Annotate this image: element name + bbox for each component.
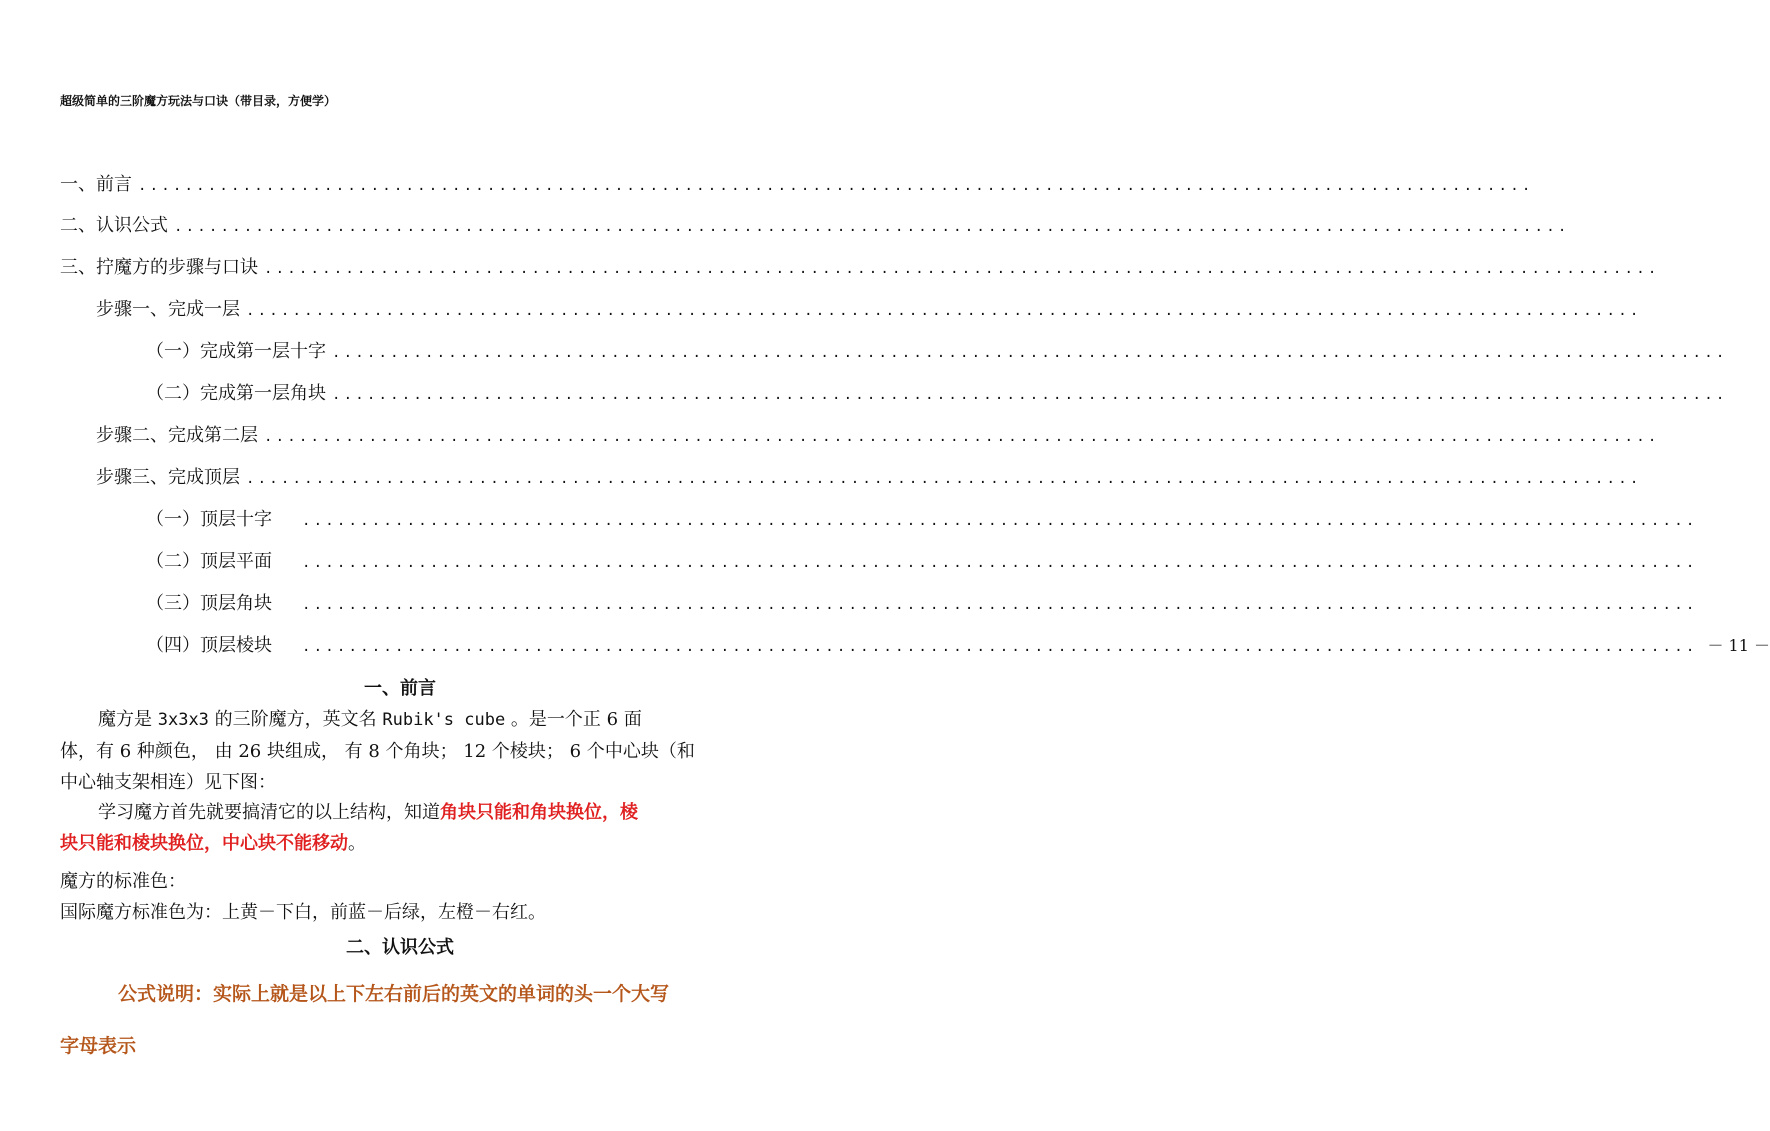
toc-leader-dots: ........................................................................................................................ — [302, 639, 1698, 655]
toc-item[interactable] — [96, 295, 1642, 323]
cube-size-text: 3x3x3 — [157, 710, 209, 730]
structure-paragraph — [60, 797, 750, 859]
toc-item[interactable] — [146, 631, 1770, 659]
toc-item-label: 三、拧魔方的步骤与口诀 — [60, 257, 258, 278]
section-heading-preface: 一、前言 — [364, 678, 436, 699]
standard-color-label: 魔方的标准色： — [60, 871, 186, 892]
toc-leader-dots: ........................................................................................................................ — [174, 219, 1570, 235]
toc-leader-dots: ........................................................................................................................ — [138, 178, 1534, 194]
formula-note-line-2: 字母表示 — [60, 1035, 137, 1057]
toc-item[interactable] — [60, 170, 1534, 198]
preface-text: 魔方是 — [98, 709, 158, 730]
toc-item[interactable] — [146, 379, 1728, 407]
preface-paragraph — [60, 704, 750, 798]
toc-leader-dots: ........................................................................................................................ — [246, 303, 1642, 319]
emphasis-text: 块只能和棱块换位，中心块不能移动 — [60, 833, 348, 854]
structure-line-1 — [60, 797, 750, 828]
formula-note — [60, 968, 760, 1072]
toc-item-label: 一、前言 — [60, 174, 132, 195]
preface-line-1 — [60, 704, 750, 736]
emphasis-text: 角块只能和角块换位，棱 — [440, 802, 638, 823]
toc-item-label: （一）完成第一层十字 — [146, 341, 326, 362]
toc-item-label: （三）顶层角块 — [146, 593, 272, 614]
toc-item-label: 步骤一、完成一层 — [96, 299, 240, 320]
toc-leader-dots: ........................................................................................................................ — [302, 513, 1698, 529]
toc-leader-dots: ........................................................................................................................ — [264, 429, 1660, 445]
preface-text: 。是一个正 6 面 — [505, 709, 642, 730]
preface-line-3: 中心轴支架相连）见下图： — [60, 772, 276, 793]
toc-item[interactable] — [60, 253, 1660, 281]
toc-item-label: （二）完成第一层角块 — [146, 383, 326, 404]
preface-line-2: 体，有 6 种颜色， 由 26 块组成， 有 8 个角块； 12 个棱块； 6 个中心块（和 — [60, 741, 695, 762]
english-name-text: Rubik's cube — [382, 710, 506, 730]
toc-item-page: － 11 － — [1707, 636, 1770, 655]
toc-item[interactable] — [146, 547, 1698, 575]
toc-leader-dots: ........................................................................................................................ — [302, 555, 1698, 571]
toc-item[interactable] — [146, 337, 1728, 365]
structure-line-2 — [60, 828, 750, 859]
toc-leader-dots: ........................................................................................................................ — [332, 345, 1728, 361]
toc-item-label: （一）顶层十字 — [146, 509, 272, 530]
toc-item[interactable] — [96, 463, 1642, 491]
toc-leader-dots: ........................................................................................................................ — [246, 471, 1642, 487]
structure-text: 学习魔方首先就要搞清它的以上结构，知道 — [98, 802, 440, 823]
document-title: 超级简单的三阶魔方玩法与口诀（带目录，方便学） — [60, 94, 337, 108]
toc-item-label: 步骤三、完成顶层 — [96, 467, 240, 488]
formula-note-line-1: 公式说明：实际上就是以上下左右前后的英文的单词的头一个大写 — [118, 983, 670, 1005]
toc-item[interactable] — [146, 505, 1698, 533]
toc-item-label: 二、认识公式 — [60, 215, 168, 236]
toc-item[interactable] — [60, 211, 1570, 239]
toc-item[interactable] — [96, 421, 1660, 449]
toc-leader-dots: ........................................................................................................................ — [264, 261, 1660, 277]
standard-color-text: 国际魔方标准色为：上黄－下白，前蓝－后绿，左橙－右红。 — [60, 902, 546, 923]
toc-leader-dots: ........................................................................................................................ — [332, 387, 1728, 403]
toc-item[interactable] — [146, 589, 1698, 617]
preface-text: 的三阶魔方，英文名 — [208, 709, 383, 730]
toc-item-label: （四）顶层棱块 — [146, 635, 272, 656]
toc-leader-dots: ........................................................................................................................ — [302, 597, 1698, 613]
structure-text: 。 — [348, 833, 366, 854]
toc-item-label: 步骤二、完成第二层 — [96, 425, 258, 446]
toc-item-label: （二）顶层平面 — [146, 551, 272, 572]
section-heading-formulas: 二、认识公式 — [346, 937, 454, 958]
